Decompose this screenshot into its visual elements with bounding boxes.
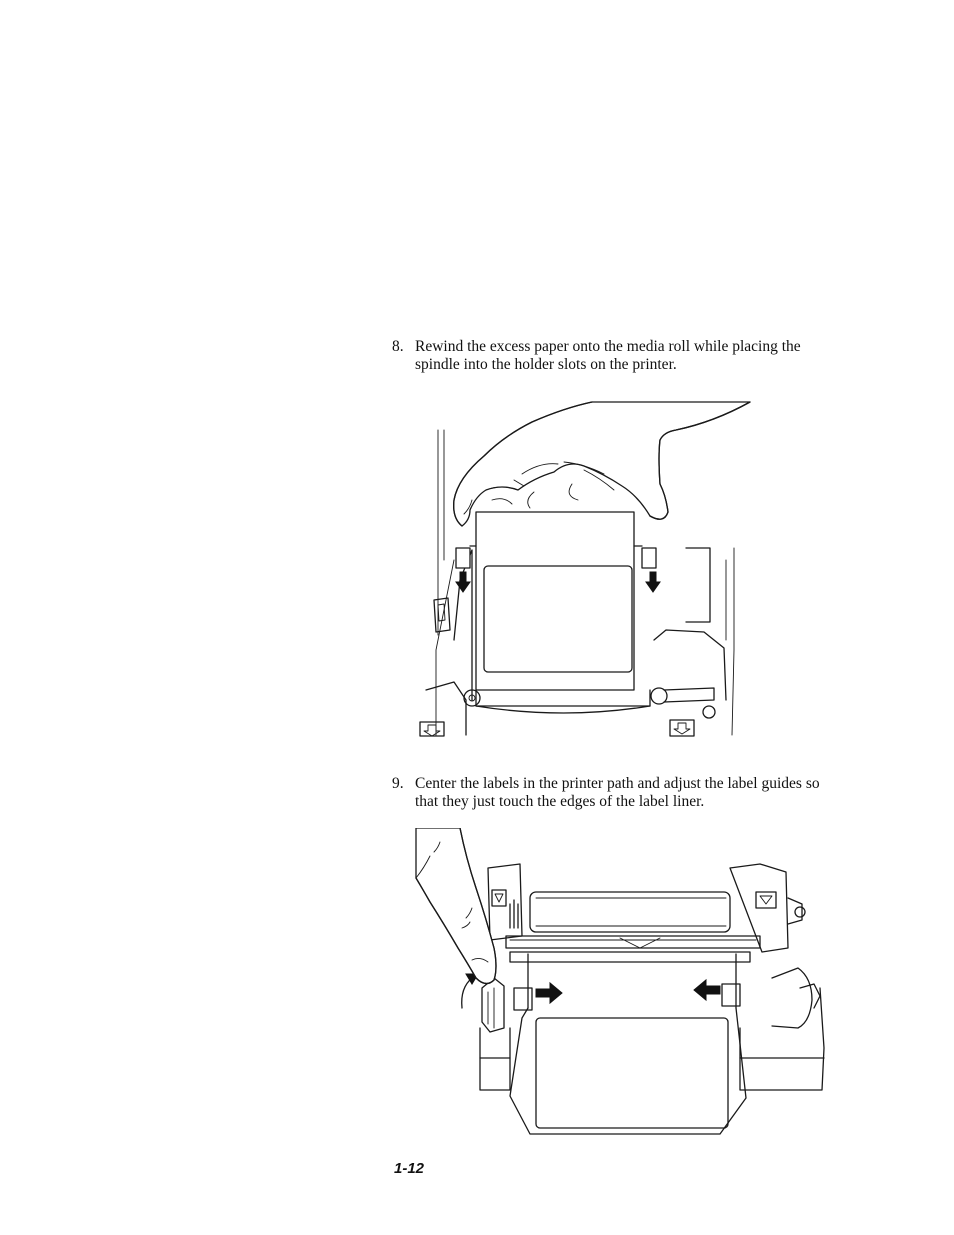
page-number: 1-12 <box>394 1160 425 1177</box>
step-text: Rewind the excess paper onto the media roll while placing the spindle into the holder slots on the printer. <box>415 338 801 373</box>
step-9 <box>392 775 832 811</box>
step-number: 9. <box>392 775 404 792</box>
step-text: Center the labels in the printer path and adjust the label guides so that they just touch the edges of the label liner. <box>415 775 820 810</box>
label-guides-illustration <box>410 828 830 1138</box>
step-8 <box>392 338 832 374</box>
step-number: 8. <box>392 338 404 355</box>
media-roll-illustration <box>414 400 754 738</box>
